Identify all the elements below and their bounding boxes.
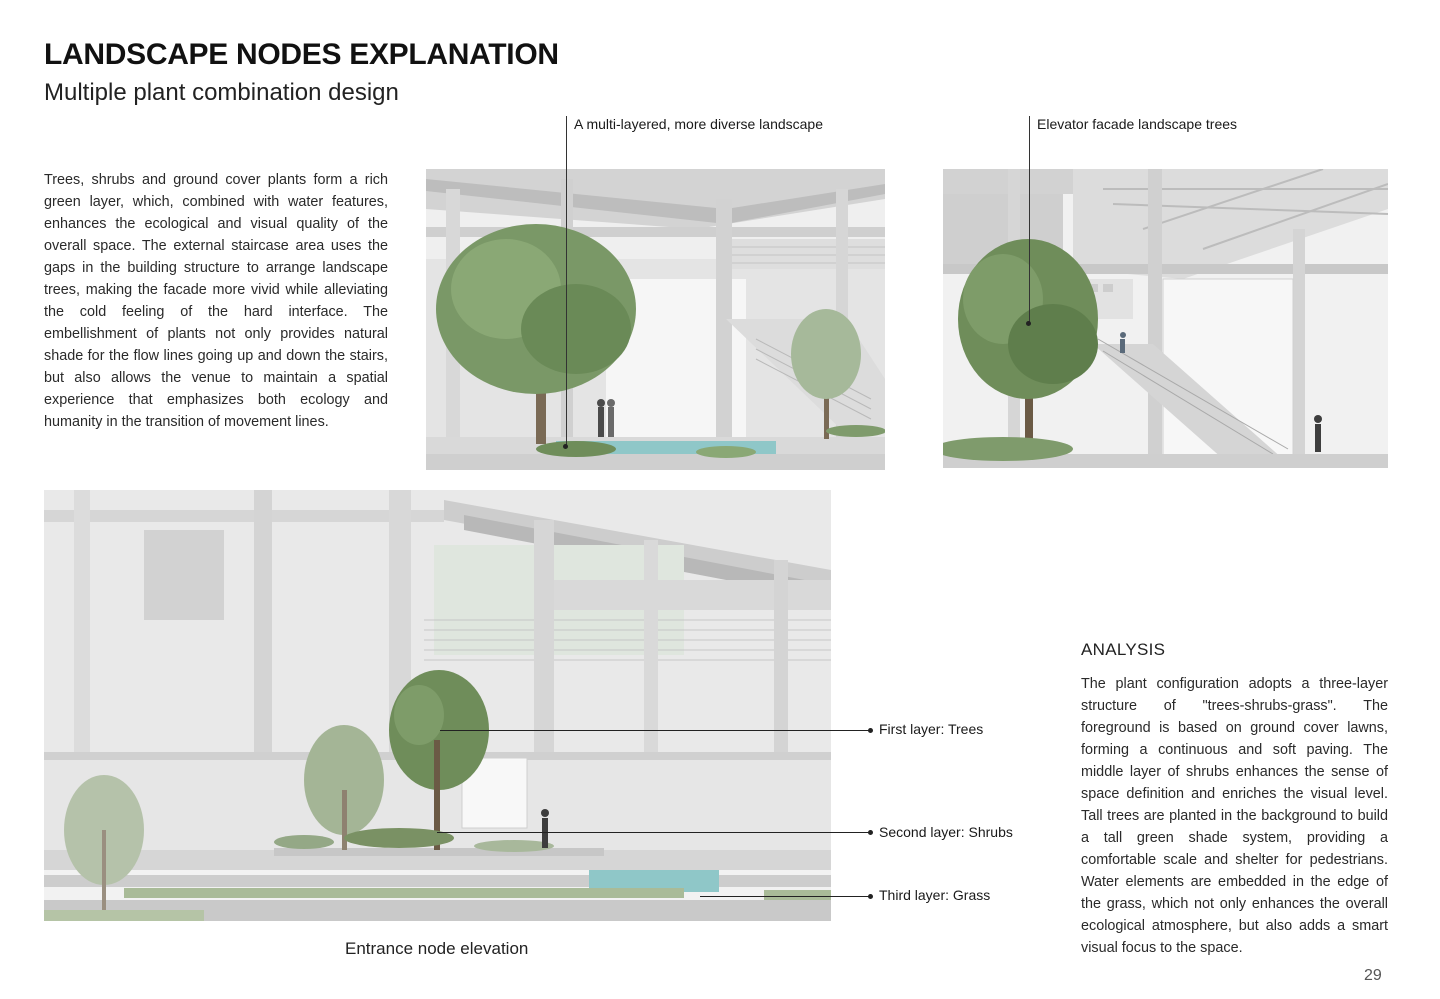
callout-layer-shrubs: Second layer: Shrubs (879, 824, 1013, 840)
elevator-render-image (943, 169, 1388, 468)
callout-line-shrubs (437, 832, 870, 833)
page-subtitle: Multiple plant combination design (44, 79, 399, 106)
callout-line-landscape (566, 116, 567, 447)
callout-layer-trees: First layer: Trees (879, 721, 984, 737)
callout-line-trees (440, 730, 870, 731)
callout-dot-trees (868, 728, 873, 733)
page-number: 29 (1364, 967, 1382, 984)
callout-line-grass (700, 896, 870, 897)
callout-dot-landscape (563, 444, 568, 449)
callout-landscape: A multi-layered, more diverse landscape (574, 116, 824, 132)
page-title: LANDSCAPE NODES EXPLANATION (44, 38, 559, 71)
elevation-caption: Entrance node elevation (345, 939, 529, 958)
callout-dot-shrubs (868, 830, 873, 835)
callout-dot-elevator (1026, 321, 1031, 326)
callout-elevator: Elevator facade landscape trees (1037, 116, 1238, 132)
callout-dot-grass (868, 894, 873, 899)
intro-paragraph: Trees, shrubs and ground cover plants form a rich green layer, which, combined with water features, enhances the ecological and visual quality of the overall space. The external staircase area uses the gaps in the building structure to arrange landscape trees, making the facade more vivid while alleviating the cold feeling of the hard interface. The embellishment of plants not only provides natural shade for the flow lines going up and down the stairs, but also allows the venue to maintain a spatial experience that emphasizes both ecology and humanity in the transition of movement lines. (44, 172, 388, 430)
analysis-title: ANALYSIS (1081, 640, 1166, 659)
entrance-elevation-image (44, 490, 831, 921)
analysis-paragraph: The plant configuration adopts a three-layer structure of "trees-shrubs-grass". The foreground is based on ground cover lawns, forming a continuous and soft paving. The middle layer of shrubs enhances the sense of space definition and enriches the visual level. Tall trees are planted in the background to build a tall green shade system, providing a comfortable scale and shelter for pedestrians. Water elements are embedded in the edge of the grass, which not only enhances the overall ecological atmosphere, but also adds a smart visual focus to the space. (1081, 676, 1388, 956)
callout-line-elevator (1029, 116, 1030, 324)
landscape-render-image (426, 169, 885, 470)
callout-layer-grass: Third layer: Grass (879, 887, 991, 903)
